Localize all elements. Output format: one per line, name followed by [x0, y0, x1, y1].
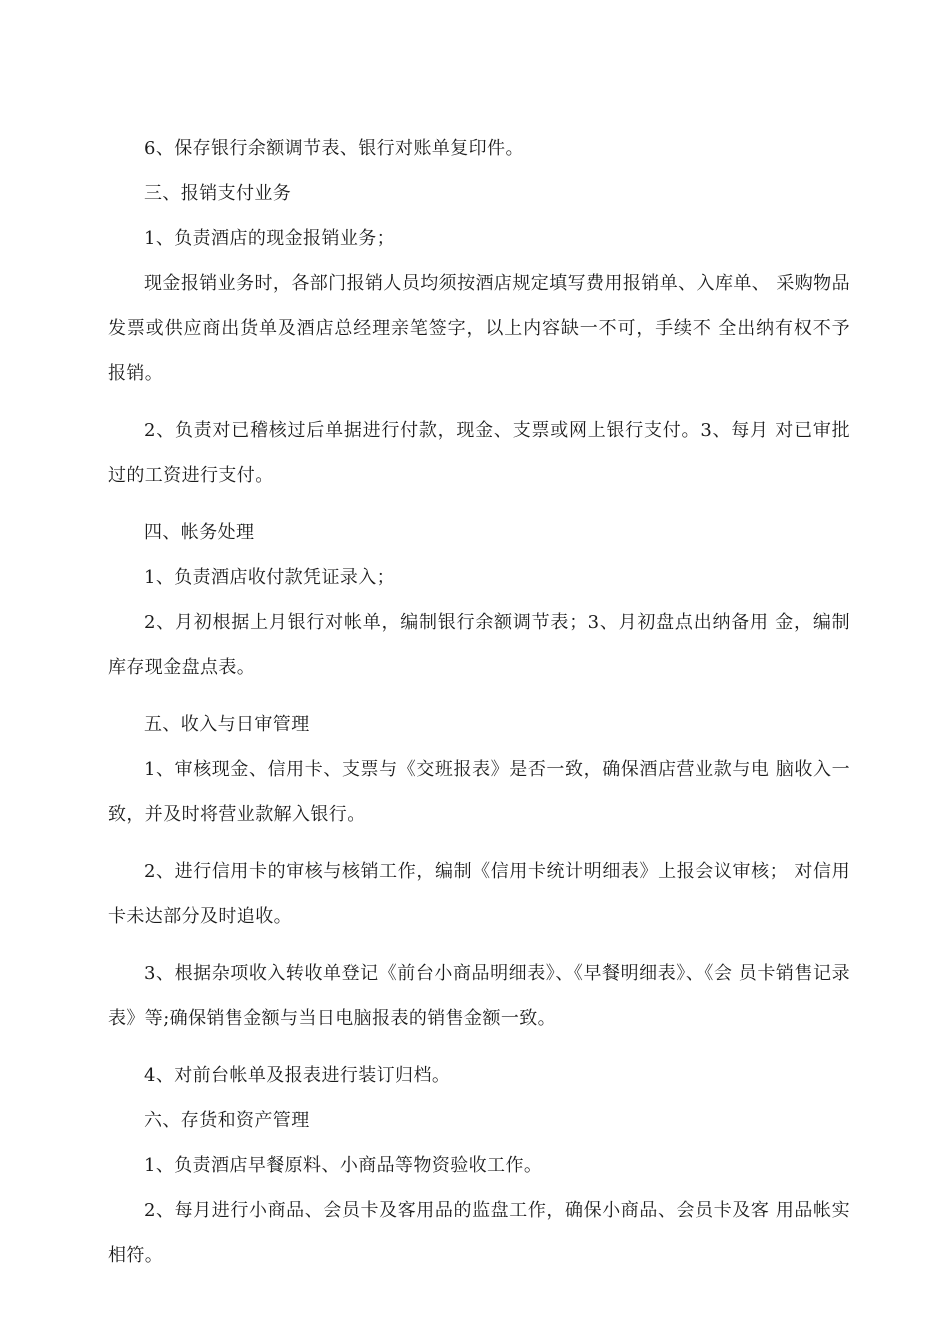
- section-heading-reimbursement: 三、报销支付业务: [144, 183, 292, 204]
- paragraph-income-audit-4: 4、对前台帐单及报表进行装订归档。: [144, 1065, 451, 1086]
- section-heading-income-audit: 五、收入与日审管理: [144, 714, 310, 735]
- paragraph-income-audit-3: 3、根据杂项收入转收单登记《前台小商品明细表》、《早餐明细表》、《会 员卡销售记录表》等;确保销售金额与当日电脑报表的销售金额一致。: [108, 963, 850, 1029]
- paragraph-item-6: 6、保存银行余额调节表、银行对账单复印件。: [144, 138, 524, 159]
- paragraph-income-audit-1: 1、审核现金、信用卡、支票与《交班报表》是否一致，确保酒店营业款与电 脑收入一致，并及时将营业款解入银行。: [108, 759, 850, 825]
- paragraph-income-audit-2: 2、进行信用卡的审核与核销工作，编制《信用卡统计明细表》上报会议审核； 对信用卡未达部分及时追收。: [108, 861, 850, 927]
- paragraph-inventory-2: 2、每月进行小商品、会员卡及客用品的监盘工作，确保小商品、会员卡及客 用品帐实相符。: [108, 1200, 850, 1266]
- paragraph-reimbursement-1: 1、负责酒店的现金报销业务；: [144, 228, 396, 249]
- section-heading-accounting: 四、帐务处理: [144, 522, 255, 543]
- paragraph-inventory-1: 1、负责酒店早餐原料、小商品等物资验收工作。: [144, 1155, 543, 1176]
- section-heading-inventory: 六、存货和资产管理: [144, 1110, 310, 1131]
- paragraph-accounting-2: 2、月初根据上月银行对帐单，编制银行余额调节表；3、月初盘点出纳备用 金，编制库存现金盘点表。: [108, 612, 850, 678]
- document-page: [108, 126, 850, 1290]
- paragraph-accounting-1: 1、负责酒店收付款凭证录入；: [144, 567, 396, 588]
- paragraph-reimbursement-detail: 现金报销业务时，各部门报销人员均须按酒店规定填写费用报销单、入库单、 采购物品发票或供应商出货单及酒店总经理亲笔签字，以上内容缺一不可，手续不 全出纳有权不予报销。: [108, 273, 850, 384]
- paragraph-reimbursement-2: 2、负责对已稽核过后单据进行付款，现金、支票或网上银行支付。3、每月 对已审批过的工资进行支付。: [108, 420, 850, 486]
